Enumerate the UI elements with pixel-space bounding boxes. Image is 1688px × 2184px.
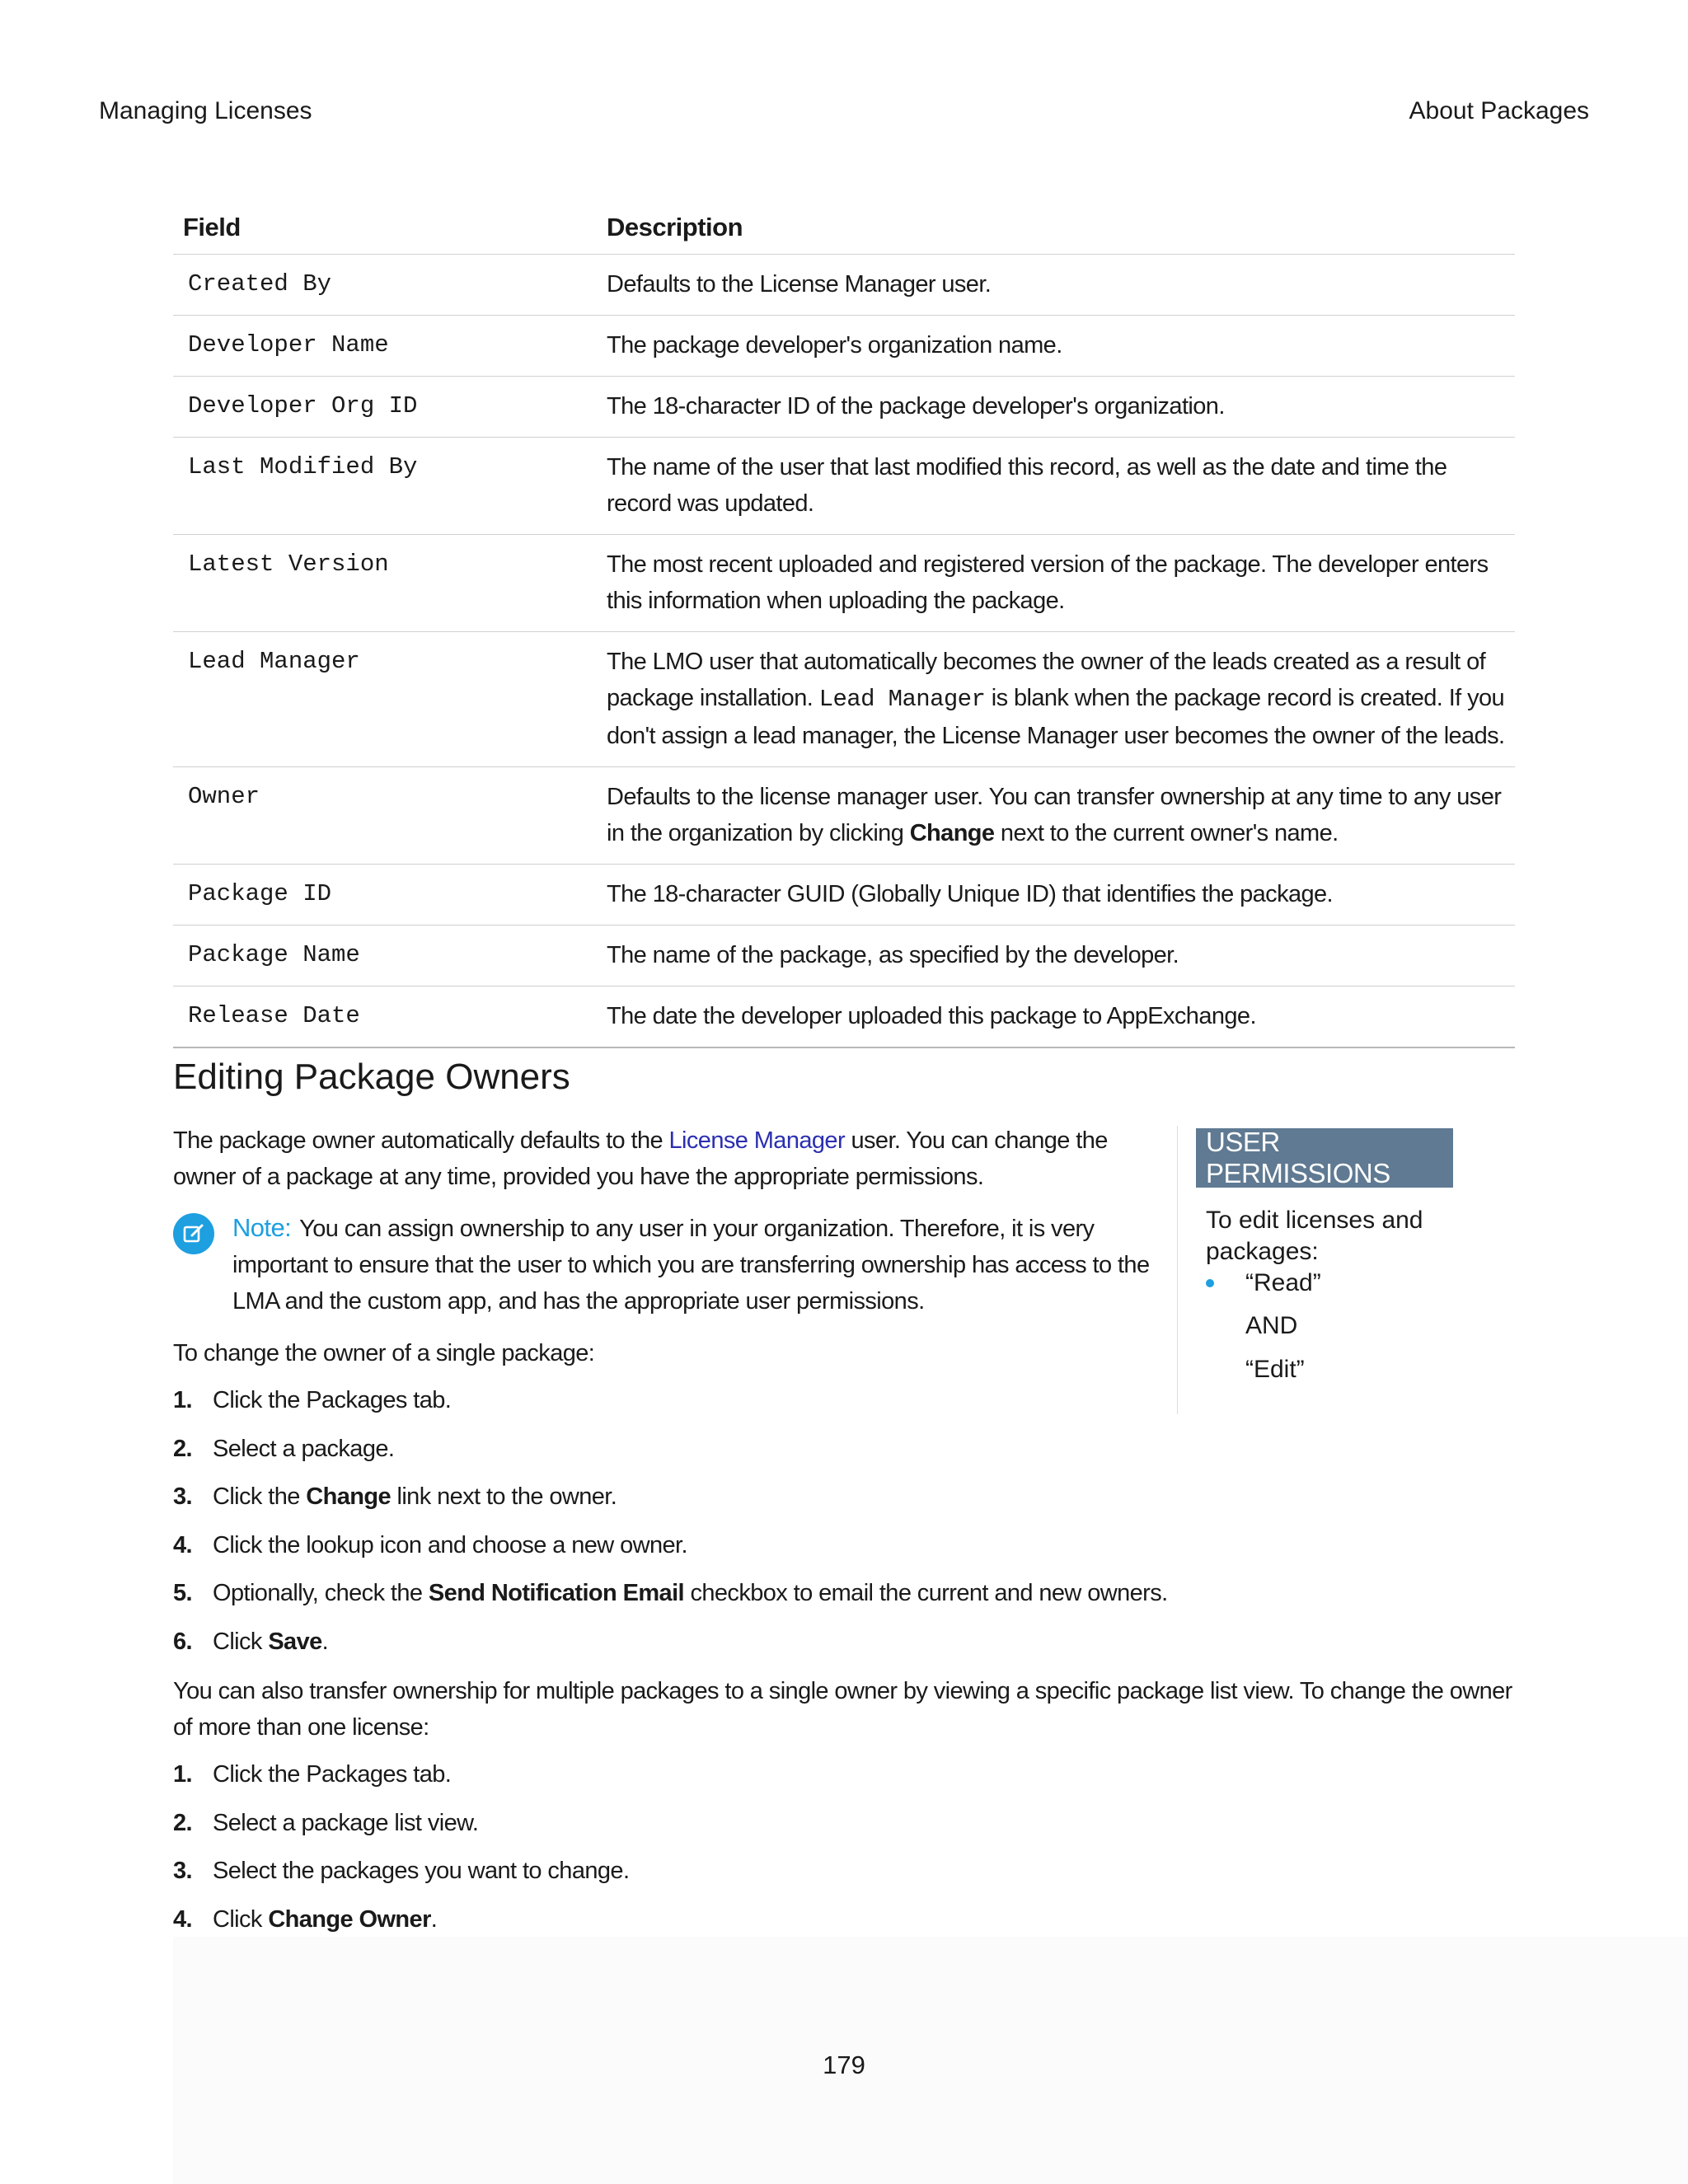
field-name: Developer Name	[173, 316, 597, 377]
description-text: is blank when the package record is created. If you don't assign a lead manager, the License Manager user becomes the owner of the leads.	[607, 685, 1505, 749]
column-header-description: Description	[597, 204, 1515, 255]
step-number: 2.	[173, 1435, 192, 1462]
field-name: Package ID	[173, 865, 597, 926]
field-name: Lead Manager	[173, 632, 597, 767]
intro-text: The package owner automatically defaults to the	[173, 1127, 663, 1154]
step-number: 3.	[173, 1858, 192, 1885]
description-text: Defaults to the license manager user. You can transfer ownership at any time to any user in the organization by clicking	[607, 784, 1502, 846]
step-text: Click	[213, 1628, 262, 1655]
table-row	[173, 632, 1515, 767]
step-text: link next to the owner.	[396, 1483, 617, 1511]
list-item	[173, 1618, 1574, 1666]
page-number: 179	[823, 2050, 865, 2079]
step-number: 4.	[173, 1905, 192, 1933]
table-row	[173, 438, 1515, 535]
step-number: 1.	[173, 1761, 192, 1788]
list-item	[173, 1847, 1574, 1896]
bold-change: Change	[909, 820, 995, 846]
step-bold: Save	[268, 1628, 322, 1655]
step-bold: Change	[306, 1483, 392, 1511]
table-row	[173, 767, 1515, 865]
list-item	[173, 1425, 1574, 1474]
step-text: Select a package list view.	[213, 1809, 479, 1836]
field-description	[597, 767, 1515, 865]
step-text: Click the Packages tab.	[213, 1761, 452, 1788]
step-number: 6.	[173, 1628, 192, 1655]
step-number: 3.	[173, 1483, 192, 1511]
field-name: Created By	[173, 255, 597, 316]
list-item	[173, 1569, 1574, 1618]
field-description: Defaults to the License Manager user.	[597, 255, 1515, 316]
user-permissions-sidebar	[1177, 1126, 1458, 1414]
intro-paragraph	[173, 1122, 1162, 1195]
table-row	[173, 926, 1515, 987]
field-name: Release Date	[173, 987, 597, 1048]
field-description	[597, 632, 1515, 767]
step-bold: Change Owner	[268, 1905, 431, 1933]
table-row	[173, 255, 1515, 316]
step-text: Click the Packages tab.	[213, 1387, 452, 1413]
step-text: Select the packages you want to change.	[213, 1858, 630, 1885]
field-name: Last Modified By	[173, 438, 597, 535]
field-name: Package Name	[173, 926, 597, 987]
permission-edit: “Edit”	[1245, 1356, 1305, 1383]
table-row	[173, 987, 1515, 1048]
table-row	[173, 865, 1515, 926]
steps-multiple-packages	[173, 1750, 1574, 1943]
license-manager-link[interactable]: License Manager	[668, 1127, 846, 1154]
note-text: You can assign ownership to any user in your organization. Therefore, it is very important to ensure that the user to which you are transferring ownership has access to the LMA and the custom app, and has the appropriate user permissions.	[232, 1216, 1150, 1315]
permissions-intro: To edit licenses and packages:	[1206, 1207, 1423, 1265]
steps-single-package	[173, 1376, 1574, 1666]
step-text: Click the lookup icon and choose a new owner.	[213, 1531, 687, 1558]
list-item	[173, 1750, 1574, 1799]
edit-note-icon-glyph	[181, 1221, 206, 1246]
table-row	[173, 316, 1515, 377]
description-text: next to the current owner's name.	[1000, 820, 1339, 846]
step-text: Optionally, check the	[213, 1580, 423, 1607]
field-description: The name of the user that last modified this record, as well as the date and time the record was updated.	[597, 438, 1515, 535]
running-header-section: About Packages	[1409, 97, 1589, 124]
list-item	[173, 1896, 1574, 1944]
field-description: The date the developer uploaded this package to AppExchange.	[597, 987, 1515, 1048]
change-single-intro: To change the owner of a single package:	[173, 1340, 595, 1366]
table-row	[173, 377, 1515, 438]
code-lead-manager: Lead Manager	[818, 686, 986, 713]
step-text: .	[430, 1905, 438, 1933]
bullet-icon	[1206, 1279, 1214, 1287]
field-description: The most recent uploaded and registered version of the package. The developer enters this information when uploading the package.	[597, 535, 1515, 632]
step-text: Click the	[213, 1483, 300, 1511]
note-body	[232, 1210, 1162, 1319]
step-text: Click	[213, 1905, 262, 1933]
step-text: .	[321, 1628, 329, 1655]
list-item	[173, 1473, 1574, 1521]
step-bold: Send Notification Email	[428, 1580, 684, 1607]
step-number: 2.	[173, 1809, 192, 1836]
field-name: Latest Version	[173, 535, 597, 632]
step-number: 1.	[173, 1387, 192, 1413]
user-permissions-header: USER PERMISSIONS	[1196, 1128, 1453, 1188]
list-item	[173, 1799, 1574, 1848]
edit-note-icon	[173, 1213, 214, 1254]
field-description: The package developer's organization name.	[597, 316, 1515, 377]
table-header-row	[173, 204, 1515, 255]
field-name: Developer Org ID	[173, 377, 597, 438]
running-header-chapter: Managing Licenses	[99, 97, 312, 124]
list-item	[173, 1521, 1574, 1570]
note-label: Note:	[232, 1213, 292, 1242]
section-title: Editing Package Owners	[173, 1057, 570, 1097]
step-number: 4.	[173, 1531, 192, 1558]
table-row	[173, 535, 1515, 632]
field-description: The 18-character GUID (Globally Unique ID) that identifies the package.	[597, 865, 1515, 926]
field-description: The 18-character ID of the package developer's organization.	[597, 377, 1515, 438]
permission-read: “Read”	[1245, 1269, 1321, 1296]
intro-text: user. You can change the owner of a package at any time, provided you have the appropriate permissions.	[173, 1127, 1108, 1190]
field-name: Owner	[173, 767, 597, 865]
step-text: checkbox to email the current and new owners.	[690, 1580, 1168, 1607]
description-text: The LMO user that automatically becomes the owner of the leads created as a result of package installation.	[607, 649, 1486, 711]
step-text: Select a package.	[213, 1435, 395, 1462]
field-description: The name of the package, as specified by the developer.	[597, 926, 1515, 987]
note-callout	[173, 1210, 1162, 1319]
fields-table	[173, 204, 1515, 1048]
column-header-field: Field	[173, 204, 597, 255]
step-number: 5.	[173, 1580, 192, 1607]
multi-package-intro: You can also transfer ownership for multiple packages to a single owner by viewing a specific package list view. To change the owner of more than one license:	[173, 1678, 1512, 1741]
permission-and: AND	[1245, 1312, 1298, 1339]
